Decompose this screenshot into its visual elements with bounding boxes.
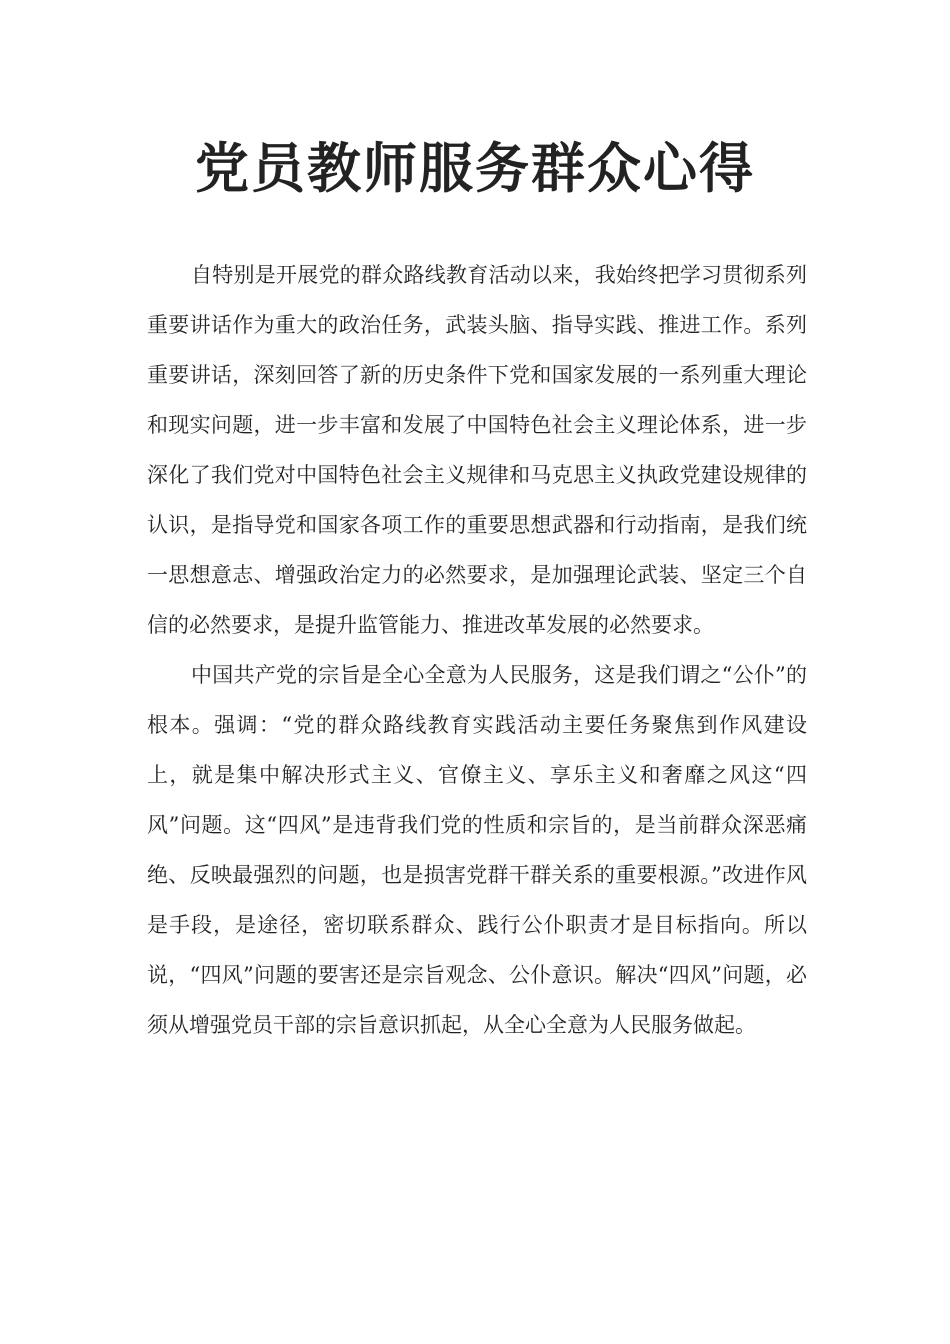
paragraph: 自特别是开展党的群众路线教育活动以来，我始终把学习贯彻系列重要讲话作为重大的政治任务，武装头脑、指导实践、推进工作。系列重要讲话，深刻回答了新的历史条件下党和国家发展的一系列重大理论和现实问题，进一步丰富和发展了中国特色社会主义理论体系，进一步深化了我们党对中国特色社会主义规律和马克思主义执政党建设规律的认识，是指导党和国家各项工作的重要思想武器和行动指南，是我们统一思想意志、增强政治定力的必然要求，是加强理论武装、坚定三个自信的必然要求，是提升监管能力、推进改革发展的必然要求。	[147, 263, 807, 637]
paragraph: 中国共产党的宗旨是全心全意为人民服务，这是我们谓之“公仆”的根本。强调：“党的群众路线教育实践活动主要任务聚焦到作风建设上，就是集中解决形式主义、官僚主义、享乐主义和奢靡之风这“四风”问题。这“四风”是违背我们党的性质和宗旨的，是当前群众深恶痛绝、反映最强烈的问题，也是损害党群干群关系的重要根源。”改进作风是手段，是途径，密切联系群众、践行公仆职责才是目标指向。所以说，“四风”问题的要害还是宗旨观念、公仆意识。解决“四风”问题，必须从增强党员干部的宗旨意识抓起，从全心全意为人民服务做起。	[147, 663, 807, 1037]
document-body	[147, 250, 807, 1050]
document-title: 党员教师服务群众心得	[195, 136, 755, 200]
